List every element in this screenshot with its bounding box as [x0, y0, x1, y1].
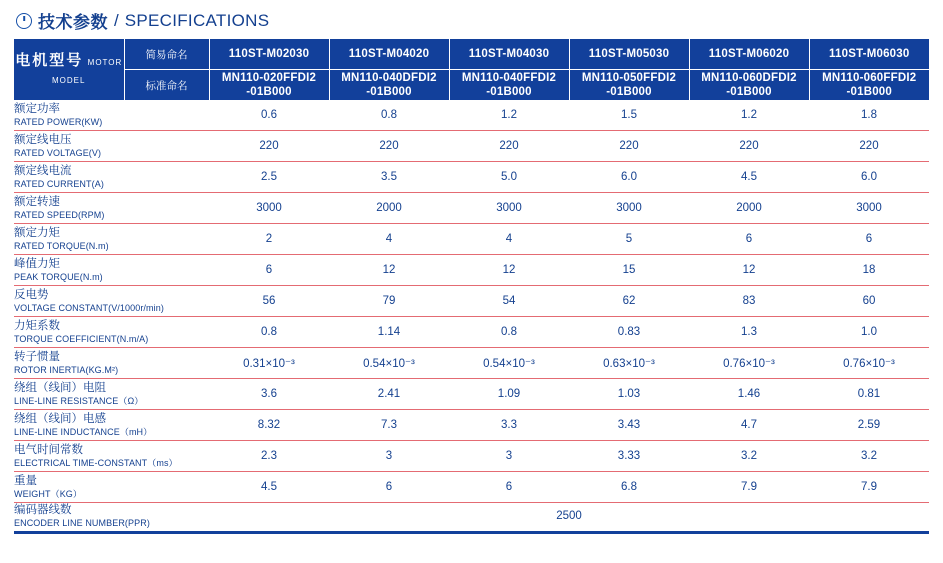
- page-title-cn: 技术参数: [38, 13, 108, 32]
- specifications-table: [14, 39, 929, 529]
- cell-value: 1.2: [449, 100, 569, 131]
- cell-value: 4: [329, 224, 449, 255]
- column-standard-name-3-line1: MN110-040FFDI2: [461, 72, 557, 84]
- cell-value: 0.76×10⁻³: [689, 348, 809, 379]
- param-label: [14, 472, 209, 503]
- cell-value: 0.83: [569, 317, 689, 348]
- cell-value: 3: [329, 441, 449, 472]
- param-label: [14, 255, 209, 286]
- param-label-en: ELECTRICAL TIME-CONSTANT（ms）: [14, 458, 178, 468]
- column-standard-name-5: [689, 70, 809, 101]
- cell-value: 1.2: [689, 100, 809, 131]
- param-label: [14, 100, 209, 131]
- param-label: [14, 503, 209, 530]
- param-label-cn: 转子惯量: [14, 351, 60, 363]
- cell-value: 4.7: [689, 410, 809, 441]
- bottom-rule: [14, 531, 929, 534]
- param-label-cn: 电气时间常数: [14, 444, 83, 456]
- param-label-en: RATED VOLTAGE(V): [14, 148, 102, 158]
- encoder-line-number-value: 2500: [556, 510, 582, 522]
- cell-value: 3.2: [689, 441, 809, 472]
- column-standard-name-1-line2: -01B000: [246, 86, 292, 98]
- cell-value: 0.76×10⁻³: [809, 348, 929, 379]
- cell-value: 1.46: [689, 379, 809, 410]
- cell-value: 6.0: [809, 162, 929, 193]
- column-standard-name-4: [569, 70, 689, 101]
- param-label-cn: 绕组（线间）电阻: [14, 382, 106, 394]
- param-label: [14, 379, 209, 410]
- cell-value: 1.09: [449, 379, 569, 410]
- column-standard-name-1: [209, 70, 329, 101]
- cell-value: 3.33: [569, 441, 689, 472]
- cell-value: 3000: [449, 193, 569, 224]
- column-standard-name-4-line1: MN110-050FFDI2: [581, 72, 677, 84]
- param-label-en: RATED SPEED(RPM): [14, 210, 105, 220]
- param-label: [14, 193, 209, 224]
- cell-value: 0.63×10⁻³: [569, 348, 689, 379]
- header-row-standard-name: [14, 70, 929, 101]
- cell-value: 1.5: [569, 100, 689, 131]
- cell-value: 54: [449, 286, 569, 317]
- param-label: [14, 348, 209, 379]
- cell-value: 4: [449, 224, 569, 255]
- table-row: [14, 410, 929, 441]
- cell-value: 3.5: [329, 162, 449, 193]
- table-row: [14, 193, 929, 224]
- cell-value: 220: [689, 131, 809, 162]
- page-title-en: SPECIFICATIONS: [124, 10, 270, 30]
- cell-value: 3.6: [209, 379, 329, 410]
- cell-value: 60: [809, 286, 929, 317]
- cell-value: 6: [449, 472, 569, 503]
- column-simple-name-4: 110ST-M05030: [569, 39, 689, 70]
- cell-value: 2.59: [809, 410, 929, 441]
- table-row: [14, 224, 929, 255]
- cell-value: 220: [209, 131, 329, 162]
- cell-value: 8.32: [209, 410, 329, 441]
- cell-value: 2.3: [209, 441, 329, 472]
- table-row: [14, 317, 929, 348]
- param-label-cn: 力矩系数: [14, 320, 60, 332]
- cell-value: 220: [449, 131, 569, 162]
- param-label-cn: 编码器线数: [14, 504, 72, 516]
- cell-value: 3000: [209, 193, 329, 224]
- table-row: [14, 286, 929, 317]
- cell-value: 0.81: [809, 379, 929, 410]
- cell-value: 15: [569, 255, 689, 286]
- param-label-en: ENCODER LINE NUMBER(PPR): [14, 518, 150, 528]
- cell-value: 83: [689, 286, 809, 317]
- simple-name-label: 简易命名: [124, 39, 209, 70]
- cell-value: 1.14: [329, 317, 449, 348]
- cell-value: 56: [209, 286, 329, 317]
- cell-value: 220: [569, 131, 689, 162]
- cell-value: 5: [569, 224, 689, 255]
- param-label: [14, 131, 209, 162]
- cell-value: 0.8: [329, 100, 449, 131]
- cell-value: 6: [209, 255, 329, 286]
- param-label-cn: 额定线电压: [14, 134, 72, 146]
- cell-value: 7.9: [809, 472, 929, 503]
- table-row: [14, 441, 929, 472]
- param-label: [14, 317, 209, 348]
- param-label: [14, 410, 209, 441]
- param-label-cn: 额定转速: [14, 196, 60, 208]
- param-label-en: VOLTAGE CONSTANT(V/1000r/min): [14, 303, 164, 313]
- column-standard-name-2: [329, 70, 449, 101]
- param-label-cn: 重量: [14, 475, 37, 487]
- cell-value: 3.43: [569, 410, 689, 441]
- column-standard-name-2-line1: MN110-040DFDI2: [341, 72, 437, 84]
- cell-value: 1.0: [809, 317, 929, 348]
- param-label-en: LINE-LINE RESISTANCE（Ω）: [14, 396, 144, 406]
- cell-value: 12: [449, 255, 569, 286]
- column-standard-name-6-line1: MN110-060FFDI2: [822, 72, 917, 84]
- cell-value: 7.3: [329, 410, 449, 441]
- cell-value: 6: [689, 224, 809, 255]
- column-standard-name-2-line2: -01B000: [366, 86, 412, 98]
- param-label: [14, 162, 209, 193]
- cell-value: 2: [209, 224, 329, 255]
- param-label: [14, 441, 209, 472]
- cell-value: 2000: [689, 193, 809, 224]
- cell-value: 3: [449, 441, 569, 472]
- table-body: [14, 100, 929, 529]
- table-row: [14, 379, 929, 410]
- column-standard-name-5-line1: MN110-060DFDI2: [701, 72, 797, 84]
- column-standard-name-6-line2: -01B000: [846, 86, 892, 98]
- cell-value: 0.8: [449, 317, 569, 348]
- cell-value: 3.2: [809, 441, 929, 472]
- cell-value: 2.41: [329, 379, 449, 410]
- param-label-cn: 额定功率: [14, 103, 60, 115]
- param-label-en: TORQUE COEFFICIENT(N.m/A): [14, 334, 149, 344]
- param-label-en: PEAK TORQUE(N.m): [14, 272, 103, 282]
- cell-value: 2.5: [209, 162, 329, 193]
- cell-value: 1.8: [809, 100, 929, 131]
- column-simple-name-1: 110ST-M02030: [209, 39, 329, 70]
- page-title: [14, 6, 929, 39]
- column-simple-name-5: 110ST-M06020: [689, 39, 809, 70]
- cell-value: 0.31×10⁻³: [209, 348, 329, 379]
- cell-value: 0.54×10⁻³: [329, 348, 449, 379]
- param-label-cn: 额定力矩: [14, 227, 60, 239]
- param-label-en: RATED TORQUE(N.m): [14, 241, 109, 251]
- cell-value: 2000: [329, 193, 449, 224]
- cell-value: 6.0: [569, 162, 689, 193]
- table-row: [14, 348, 929, 379]
- cell-value: 4.5: [209, 472, 329, 503]
- param-label-cn: 峰值力矩: [14, 258, 60, 270]
- motor-model-header: [14, 39, 124, 100]
- cell-value: 7.9: [689, 472, 809, 503]
- table-header: [14, 39, 929, 100]
- cell-value: 1.3: [689, 317, 809, 348]
- param-label-en: LINE-LINE INDUCTANCE（mH）: [14, 427, 153, 437]
- column-standard-name-3: [449, 70, 569, 101]
- param-label-en: ROTOR INERTIA(KG.M²): [14, 365, 119, 375]
- column-standard-name-4-line2: -01B000: [606, 86, 652, 98]
- standard-name-label: 标准命名: [124, 70, 209, 101]
- header-row-simple-name: [14, 39, 929, 70]
- motor-model-header-cn: 电机型号: [15, 52, 84, 69]
- column-simple-name-6: 110ST-M06030: [809, 39, 929, 70]
- cell-value: 1.03: [569, 379, 689, 410]
- param-label-cn: 绕组（线间）电感: [14, 413, 106, 425]
- param-label-en: RATED CURRENT(A): [14, 179, 104, 189]
- cell-value: 4.5: [689, 162, 809, 193]
- cell-value: 62: [569, 286, 689, 317]
- column-standard-name-1-line1: MN110-020FFDI2: [221, 72, 317, 84]
- cell-value: 3000: [569, 193, 689, 224]
- column-simple-name-3: 110ST-M04030: [449, 39, 569, 70]
- table-row: [14, 162, 929, 193]
- cell-value: 5.0: [449, 162, 569, 193]
- cell-value: 0.8: [209, 317, 329, 348]
- page-title-separator: /: [114, 10, 119, 30]
- cell-value: 0.54×10⁻³: [449, 348, 569, 379]
- param-label-en: WEIGHT（KG）: [14, 489, 82, 499]
- param-label: [14, 224, 209, 255]
- cell-value: 79: [329, 286, 449, 317]
- cell-value: 3000: [809, 193, 929, 224]
- cell-value: 220: [329, 131, 449, 162]
- column-standard-name-6: [809, 70, 929, 101]
- table-row: [14, 472, 929, 503]
- cell-value: 3.3: [449, 410, 569, 441]
- column-standard-name-3-line2: -01B000: [486, 86, 532, 98]
- cell-value: 0.6: [209, 100, 329, 131]
- cell-value: 220: [809, 131, 929, 162]
- cell-value: 12: [329, 255, 449, 286]
- motor-model-header-en: MOTOR MODEL: [52, 58, 123, 85]
- cell-value: 18: [809, 255, 929, 286]
- circled-info-icon: [16, 13, 32, 29]
- param-label-cn: 额定线电流: [14, 165, 72, 177]
- cell-value: 6.8: [569, 472, 689, 503]
- param-label-cn: 反电势: [14, 289, 49, 301]
- cell-value: 6: [809, 224, 929, 255]
- table-row: [14, 100, 929, 131]
- table-row: [14, 131, 929, 162]
- table-row: [14, 255, 929, 286]
- param-label-en: RATED POWER(KW): [14, 117, 103, 127]
- column-simple-name-2: 110ST-M04020: [329, 39, 449, 70]
- encoder-line-number-row: [14, 503, 929, 530]
- param-label: [14, 286, 209, 317]
- cell-value: 6: [329, 472, 449, 503]
- cell-value: 12: [689, 255, 809, 286]
- column-standard-name-5-line2: -01B000: [726, 86, 772, 98]
